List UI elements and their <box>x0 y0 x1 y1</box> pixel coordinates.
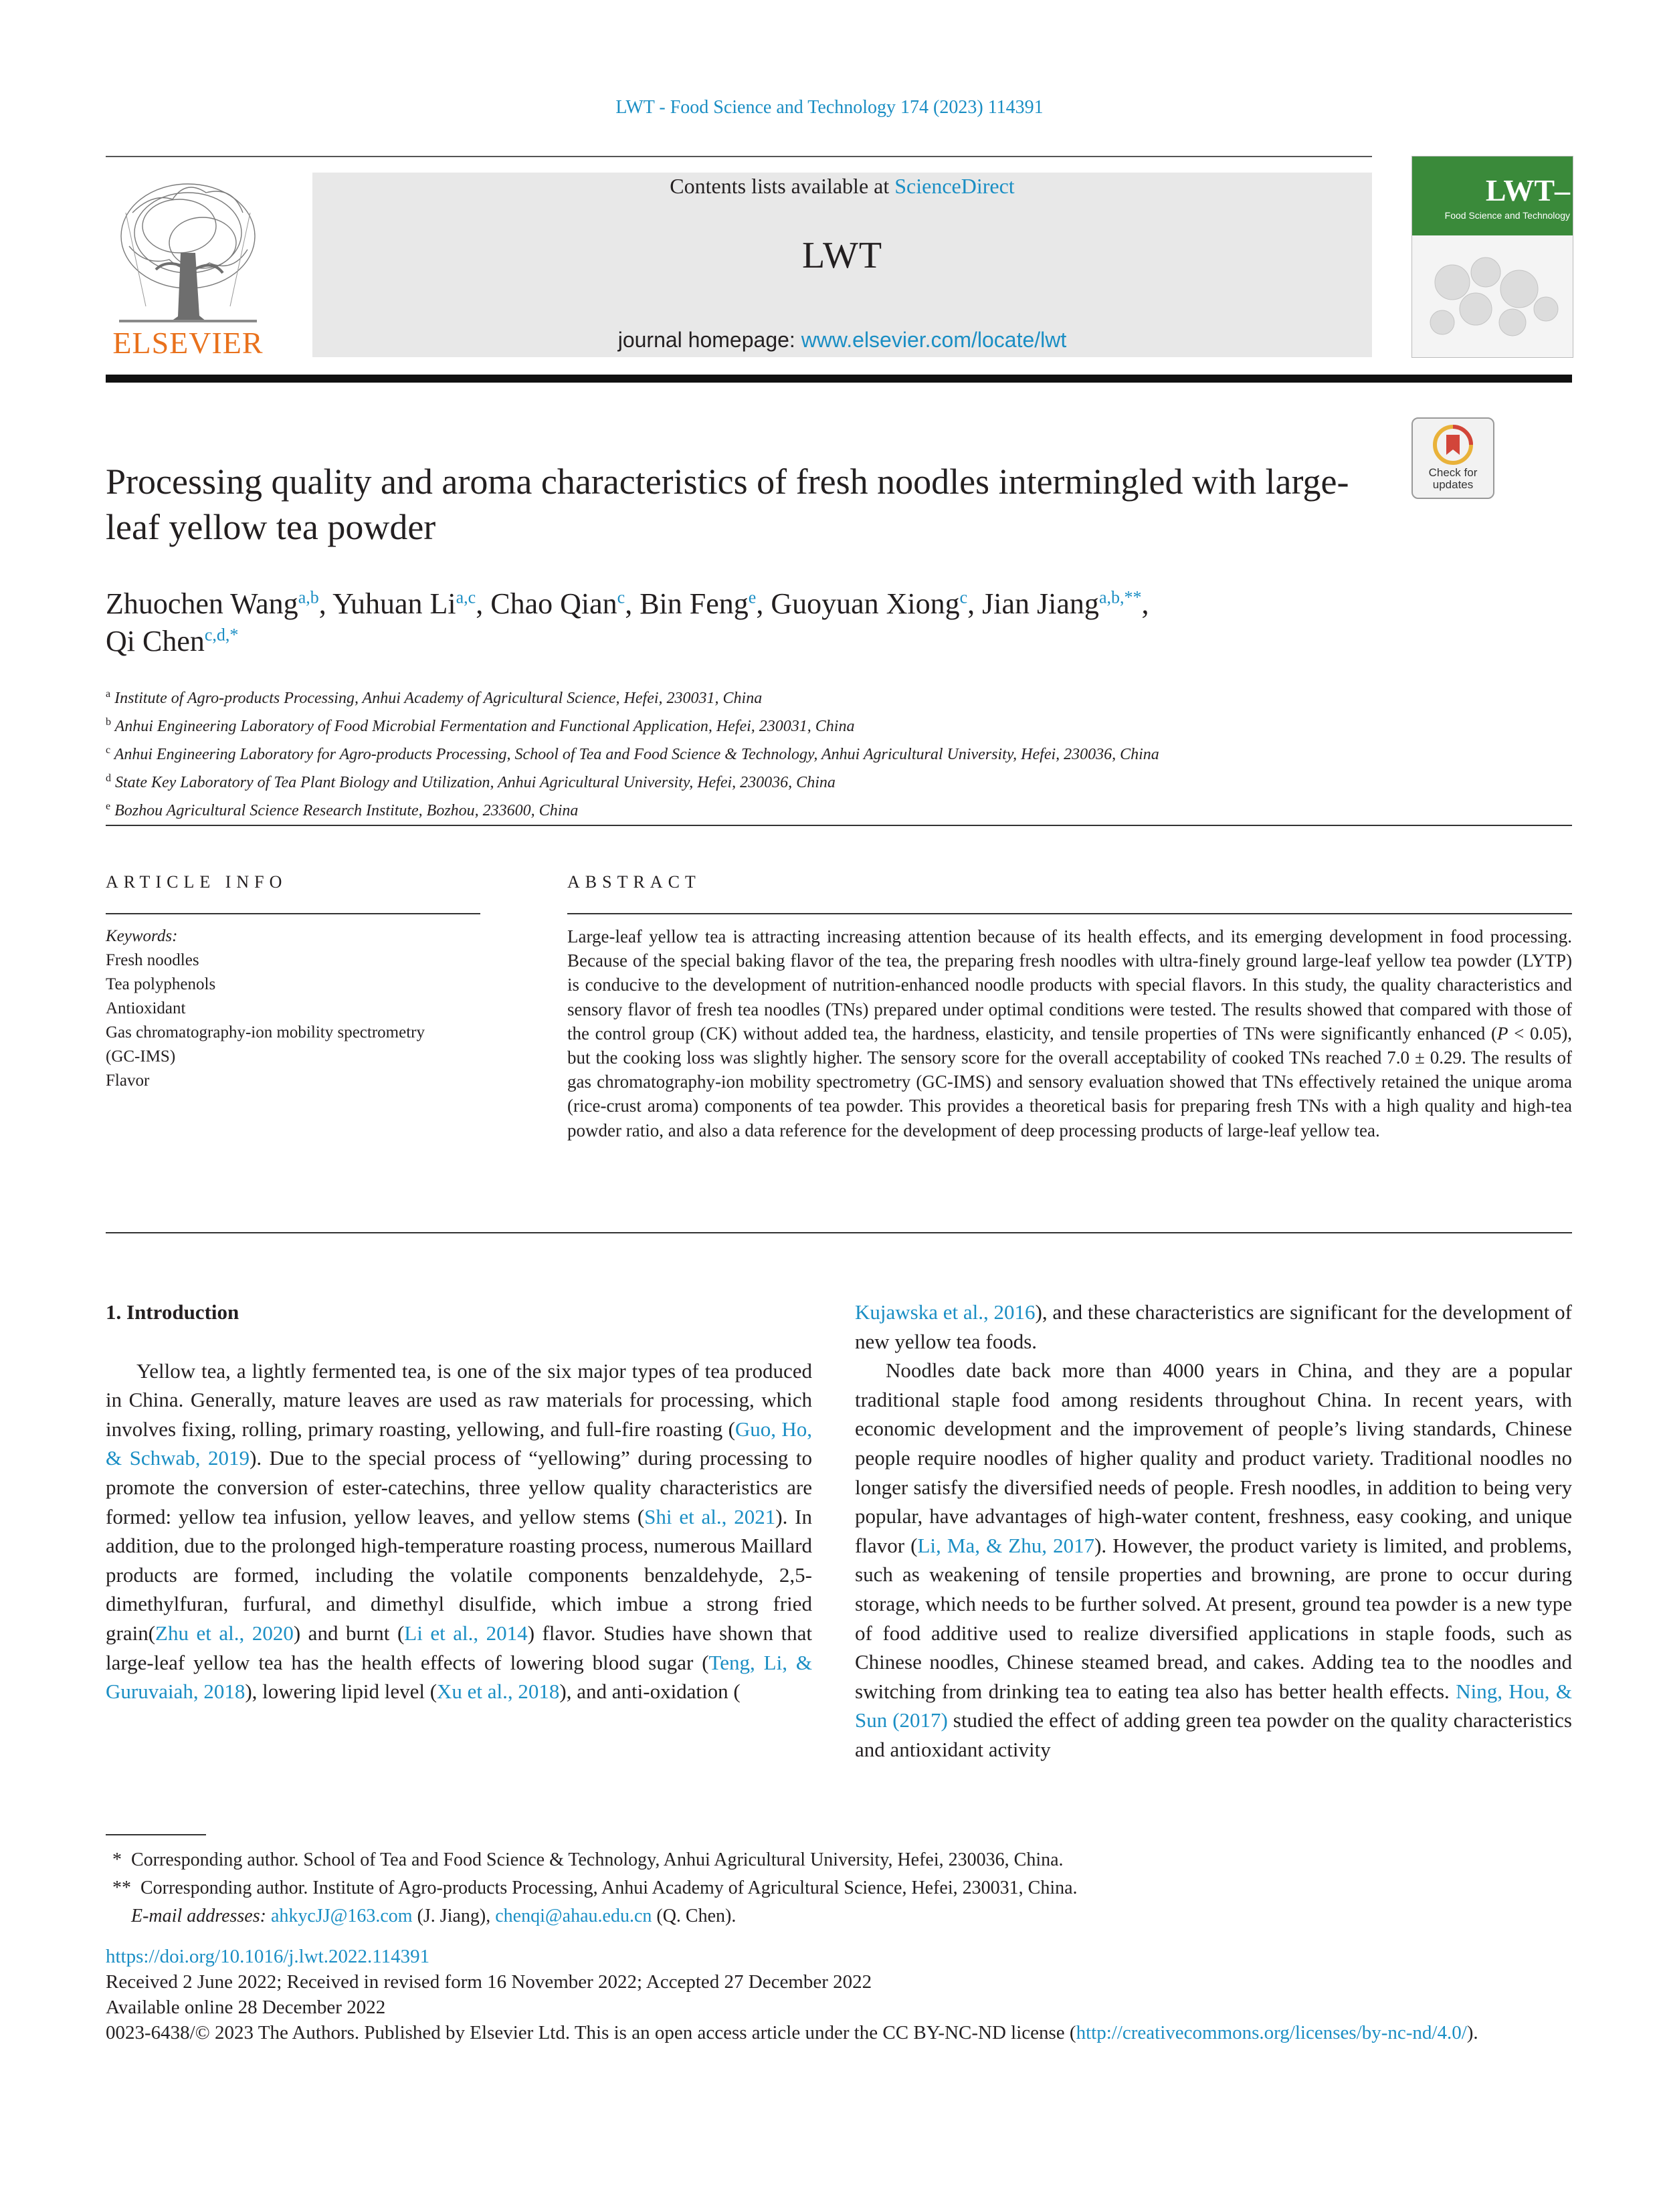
keyword: (GC-IMS) <box>106 1047 176 1066</box>
keyword: Tea polyphenols <box>106 975 216 993</box>
contents-prefix: Contents lists available at <box>670 174 895 198</box>
footnote: ** Corresponding author. Institute of Agro-products Processing, Anhui Academy of Agricultural Science, Hefei, 230031, China. <box>112 1878 1078 1898</box>
citation-link[interactable]: Li et al., 2014 <box>404 1621 528 1645</box>
article-info-heading: ARTICLE INFO <box>106 872 288 892</box>
author[interactable]: Guoyuan Xiong$^c$ <box>771 587 968 620</box>
paragraph-text: studied the effect of adding green tea powder on the quality characteristics and antioxidant activity <box>855 1708 1572 1761</box>
divider <box>106 825 1572 826</box>
intro-paragraph-2 <box>855 1356 1572 1764</box>
homepage-line <box>312 328 1372 353</box>
keyword: Gas chromatography-ion mobility spectrometry <box>106 1023 425 1041</box>
journal-reference[interactable]: LWT - Food Science and Technology 174 (2023) 114391 <box>615 97 1044 118</box>
affiliation: $^b$ Anhui Engineering Laboratory of Food Microbial Fermentation and Functional Application, Hefei, 230031, China <box>106 716 855 735</box>
intro-paragraph-1 <box>106 1356 812 1706</box>
author-list: Zhuochen Wang$^{a,b}$, Yuhuan Li$^{a,c}$, Chao Qian$^c$, Bin Feng$^e$, Guoyuan Xiong$^c$, Jian Jiang$^{a,b,**}$, Qi Chen$^{c,d,*}$ <box>106 587 1149 658</box>
intro-paragraph-1-continued <box>855 1298 1572 1356</box>
cover-title: LWT– <box>1485 173 1570 207</box>
author[interactable]: Zhuochen Wang$^{a,b}$ <box>106 587 319 620</box>
citation-link[interactable]: Kujawska et al., 2016 <box>855 1300 1036 1324</box>
contents-line <box>312 174 1372 199</box>
journal-masthead <box>312 173 1372 357</box>
header-thick-rule <box>106 375 1572 383</box>
journal-cover[interactable] <box>1411 156 1573 358</box>
affiliation: $^c$ Anhui Engineering Laboratory for Agro-products Processing, School of Tea and Food Science & Technology, Anhui Agricultural University, Hefei, 230036, China <box>106 744 1159 763</box>
available-online: Available online 28 December 2022 <box>106 1997 386 2018</box>
footnotes <box>112 1846 1571 1930</box>
header-rule <box>106 156 1372 157</box>
article-title: Processing quality and aroma characteristics of fresh noodles intermingled with large-leaf yellow tea powder <box>106 462 1349 547</box>
divider <box>106 913 480 914</box>
body-column-right <box>855 1298 1572 1765</box>
paragraph-text: Noodles date back more than 4000 years in China, and they are a popular traditional staple food among residents throughout China. In recent years, with economic development and the improvement of people’s living standards, Chinese people require noodles of higher quality and product variety. Traditional noodles no longer satisfy the diversified needs of people. Fresh noodles, in addition to being very popular, have advantages of high-water content, freshness, easy cooking, and unique flavor ( <box>855 1359 1572 1557</box>
paragraph-text: ) flavor. Studies have shown that large-leaf yellow tea has the health effects of lowering blood sugar ( <box>106 1621 812 1674</box>
divider <box>567 913 1572 914</box>
affiliation: $^e$ Bozhou Agricultural Science Research Institute, Bozhou, 233600, China <box>106 801 579 819</box>
author[interactable]: Jian Jiang$^{a,b,**}$ <box>982 587 1142 620</box>
citation-link[interactable]: Teng, Li, & Guruvaiah, 2018 <box>106 1650 812 1704</box>
email-link[interactable]: chenqi@ahau.edu.cn <box>495 1906 652 1926</box>
bookmark-icon <box>1433 424 1473 466</box>
paragraph-text: ), and these characteristics are significant for the development of new yellow tea foods. <box>855 1300 1572 1353</box>
affiliation: $^a$ Institute of Agro-products Processing, Anhui Academy of Agricultural Science, Hefei, 230031, China <box>106 688 763 707</box>
license-link[interactable]: http://creativecommons.org/licenses/by-nc-nd/4.0/ <box>1076 2022 1467 2043</box>
elsevier-logo <box>106 173 270 361</box>
author[interactable]: Yuhuan Li$^{a,c}$ <box>332 587 476 620</box>
author[interactable]: Chao Qian$^c$ <box>490 587 625 620</box>
body-column-left <box>106 1298 812 1706</box>
check-updates-label: Check for updates <box>1428 466 1478 491</box>
keyword: Flavor <box>106 1072 150 1090</box>
citation-link[interactable]: Guo, Ho, & Schwab, 2019 <box>106 1417 812 1470</box>
journal-title: LWT <box>801 235 883 276</box>
homepage-prefix: journal homepage: <box>617 328 801 352</box>
divider <box>106 1232 1572 1233</box>
elsevier-wordmark: ELSEVIER <box>112 326 264 360</box>
citation-link[interactable]: Li, Ma, & Zhu, 2017 <box>917 1533 1095 1557</box>
paragraph-text: ). However, the product variety is limited, and problems, such as weakening of tensile properties and browning, are prone to occur during storage, which needs to be further solved. At present, ground tea powder is a new type of food additive used to realize diversified applications in staple foods, such as Chinese noodles, Chinese steamed bread, and cakes. Adding tea to the noodles and switching from drinking tea to eating tea also has better health effects. <box>855 1533 1573 1703</box>
affiliation-list <box>106 682 1577 823</box>
footnote-rule <box>106 1834 206 1835</box>
citation-link[interactable]: Xu et al., 2018 <box>437 1680 560 1704</box>
citation-link[interactable]: Shi et al., 2021 <box>644 1504 776 1528</box>
abstract-heading: ABSTRACT <box>567 872 701 892</box>
email-line: E-mail addresses: ahkycJJ@163.com (J. Jiang), chenqi@ahau.edu.cn (Q. Chen). <box>131 1906 737 1926</box>
paragraph-text: ), and anti-oxidation ( <box>559 1680 741 1704</box>
paragraph-text: ). In addition, due to the prolonged high-temperature roasting process, numerous Maillard products are formed, including the volatile components benzaldehyde, 2,5-dimethylfuran, furfural, and dimethyl disulfide, which imbue a strong fried grain( <box>106 1504 812 1645</box>
publication-info <box>106 1944 1571 2045</box>
cover-image <box>1412 235 1573 357</box>
paragraph-text: ) and burnt ( <box>293 1621 405 1645</box>
received-dates: Received 2 June 2022; Received in revised form 16 November 2022; Accepted 27 December 2022 <box>106 1971 872 1993</box>
sciencedirect-link[interactable]: ScienceDirect <box>894 174 1015 198</box>
cover-subtitle: Food Science and Technology <box>1444 210 1570 221</box>
email-link[interactable]: ahkycJJ@163.com <box>270 1906 413 1926</box>
author[interactable]: Bin Feng$^e$ <box>640 587 757 620</box>
keywords-label: Keywords: <box>106 927 178 945</box>
abstract-text: Large-leaf yellow tea is attracting increasing attention because of its health effects, and its emerging development in food processing. Because of the special baking flavor of the tea, the preparing fresh noodles with ultra-finely ground large-leaf yellow tea powder (LYTP) is conducive to the development of nutrition-enhanced noodle products with special flavors. In this study, the quality characteristics and sensory flavor of fresh tea noodles (TNs) prepared under optimal conditions were tested. The results showed that compared with those of the control group (CK) without added tea, the hardness, elasticity, and tensile properties of TNs were significantly enhanced (P < 0.05), but the cooking loss was slightly higher. The sensory score for the overall acceptability of cooked TNs reached 7.0 ± 0.29. The results of gas chromatography-ion mobility spectrometry (GC-IMS) and sensory evaluation showed that TNs effectively retained the unique aroma (rice-crust aroma) components of tea powder. This provides a theoretical basis for preparing fresh TNs with a high quality and high-tea powder ratio, and also a data reference for the development of deep processing products of large-leaf yellow tea. <box>567 926 1573 1140</box>
keywords-block <box>106 924 494 1093</box>
citation-link[interactable]: Ning, Hou, & Sun (2017) <box>855 1679 1572 1732</box>
citation-link[interactable]: Zhu et al., 2020 <box>155 1621 294 1645</box>
check-for-updates-button[interactable] <box>1411 417 1494 499</box>
paragraph-text: Yellow tea, a lightly fermented tea, is one of the six major types of tea produced in China. Generally, mature leaves are used as raw materials for processing, which involves fixing, rolling, primary roasting, yellowing, and full-fire roasting ( <box>106 1359 812 1441</box>
keyword: Antioxidant <box>106 999 186 1017</box>
homepage-link[interactable]: www.elsevier.com/locate/lwt <box>801 328 1067 352</box>
section-heading: 1. Introduction <box>106 1300 239 1324</box>
doi-link[interactable]: https://doi.org/10.1016/j.lwt.2022.114391 <box>106 1946 430 1967</box>
affiliation: $^d$ State Key Laboratory of Tea Plant Biology and Utilization, Anhui Agricultural University, Hefei, 230036, China <box>106 773 836 791</box>
keyword: Fresh noodles <box>106 951 199 969</box>
license-line: 0023-6438/© 2023 The Authors. Published by Elsevier Ltd. This is an open access article under the CC BY-NC-ND license (http://creativecommons.org/licenses/by-nc-nd/4.0/). <box>106 2022 1478 2043</box>
footnote: * Corresponding author. School of Tea and Food Science & Technology, Anhui Agricultural University, Hefei, 230036, China. <box>112 1849 1064 1870</box>
author[interactable]: Qi Chen$^{c,d,*}$ <box>106 625 239 658</box>
paragraph-text: ). Due to the special process of “yellowing” during processing to promote the conversion of ester-catechins, three yellow quality characteristics are formed: yellow tea infusion, yellow leaves, and yellow stems ( <box>106 1446 812 1528</box>
paragraph-text: ), lowering lipid level ( <box>245 1680 437 1704</box>
